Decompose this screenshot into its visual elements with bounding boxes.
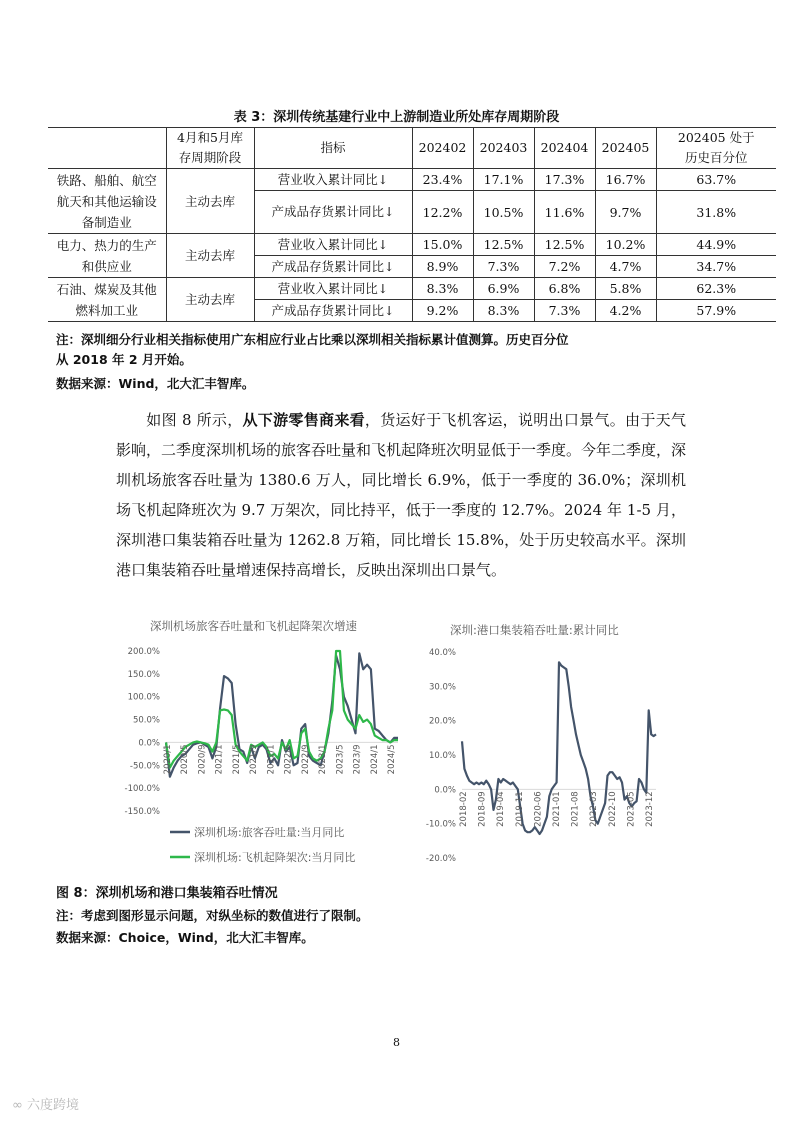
x-tick-label: 2024/1 [369, 744, 380, 775]
indicator-cell: 产成品存货累计同比↓ [254, 300, 412, 322]
table-title: 表 3：深圳传统基建行业中上游制造业所处库存周期阶段 [233, 110, 560, 125]
x-tick-label: 2022/9 [300, 744, 311, 775]
y-tick-label: -10.0% [425, 819, 456, 830]
header-indicator: 指标 [254, 128, 412, 169]
x-tick-label: 2022-10 [607, 791, 618, 827]
header-stage: 4月和5月库 存周期阶段 [166, 128, 254, 169]
y-tick-label: 0.0% [434, 785, 456, 796]
value-cell: 16.7% [595, 169, 656, 191]
x-tick-label: 2020/5 [180, 744, 191, 775]
value-cell: 7.3% [534, 300, 595, 322]
y-tick-label: 30.0% [428, 682, 456, 693]
chart2-title: 深圳:港口集装箱吞吐量:累计同比 [450, 623, 619, 637]
value-cell: 9.7% [595, 191, 656, 234]
industry-cell: 铁路、船舶、航空 航天和其他运输设 备制造业 [48, 169, 166, 234]
x-tick-label: 2020/9 [197, 744, 208, 775]
x-tick-label: 2023/9 [352, 744, 363, 775]
x-tick-label: 2021/9 [249, 744, 260, 775]
y-tick-label: 150.0% [127, 669, 160, 680]
value-cell: 10.2% [595, 234, 656, 256]
y-tick-label: 10.0% [428, 751, 456, 761]
figure-note: 注：考虑到图形显示问题，对纵坐标的数值进行了限制。 [56, 908, 369, 923]
table-row [48, 278, 776, 300]
industry-cell: 石油、煤炭及其他 燃料加工业 [48, 278, 166, 322]
value-cell: 12.5% [473, 234, 534, 256]
x-tick-label: 2022/1 [266, 744, 277, 775]
y-tick-label: -20.0% [425, 854, 456, 864]
watermark-icon: ∞ [12, 1098, 23, 1113]
indicator-cell: 产成品存货累计同比↓ [254, 256, 412, 278]
x-tick-label: 2023/5 [335, 744, 346, 775]
x-tick-label: 2019-11 [514, 791, 525, 827]
header-percentile: 202405 处于 历史百分位 [656, 128, 776, 169]
table-source: 数据来源：Wind，北大汇丰智库。 [56, 376, 255, 391]
paragraph-emphasis: 从下游零售商来看 [242, 411, 365, 429]
chart2-port [410, 640, 670, 870]
value-cell: 7.2% [534, 256, 595, 278]
header-industry [48, 128, 166, 169]
value-cell: 23.4% [412, 169, 473, 191]
x-tick-label: 2021/5 [231, 744, 242, 775]
x-tick-label: 2023/1 [318, 744, 329, 775]
value-cell: 8.3% [412, 278, 473, 300]
percentile-cell: 63.7% [656, 169, 776, 191]
value-cell: 6.8% [534, 278, 595, 300]
value-cell: 5.8% [595, 278, 656, 300]
value-cell: 15.0% [412, 234, 473, 256]
indicator-cell: 产成品存货累计同比↓ [254, 191, 412, 234]
value-cell: 11.6% [534, 191, 595, 234]
percentile-cell: 62.3% [656, 278, 776, 300]
figure-source: 数据来源：Choice，Wind，北大汇丰智库。 [56, 930, 314, 945]
watermark-text: 六度跨境 [26, 1098, 79, 1113]
header-202402: 202402 [412, 128, 473, 169]
x-tick-label: 2018-02 [459, 791, 469, 827]
table-note-line2: 从 2018 年 2 月开始。 [56, 352, 192, 367]
x-tick-label: 2022-03 [589, 791, 600, 827]
paragraph-body: ，货运好于飞机客运，说明出口景气。由于天气影响，二季度深圳机场的旅客吞吐量和飞机起降班次明显低于一季度。今年二季度，深圳机场旅客吞吐量为 1380.6 万人，同比增长 6.9%，低于一季度的 36.0%；深圳机场飞机起降班次为 9.7 万架次，同比持平，低于一季度的 12.7%。2024 年 1-5 月，深圳港口集装箱吞吐量为 1262.8 万箱，同比增长 15.8%，处于历史较高水平。深圳港口集装箱吞吐量增速保持高增长，反映出深圳出口景气。 [116, 411, 687, 579]
x-tick-label: 2020/1 [163, 744, 173, 775]
paragraph-lead: 如图 8 所示， [146, 411, 243, 429]
y-tick-label: 40.0% [428, 648, 456, 658]
value-cell: 7.3% [473, 256, 534, 278]
y-tick-label: 50.0% [132, 715, 160, 726]
table-note-line1: 注：深圳细分行业相关指标使用广东相应行业占比乘以深圳相关指标累计值测算。历史百分位 [56, 332, 569, 347]
x-tick-label: 2023-05 [626, 791, 637, 827]
x-tick-label: 2021-08 [570, 791, 581, 827]
figure-caption: 图 8：深圳机场和港口集装箱吞吐情况 [56, 886, 278, 901]
percentile-cell: 34.7% [656, 256, 776, 278]
x-tick-label: 2021-01 [552, 791, 562, 827]
x-tick-label: 2024/5 [387, 744, 397, 775]
y-tick-label: 0.0% [138, 738, 160, 749]
table-header-row [48, 128, 776, 169]
value-cell: 6.9% [473, 278, 534, 300]
value-cell: 8.3% [473, 300, 534, 322]
x-tick-label: 2022/5 [283, 744, 294, 775]
value-cell: 4.7% [595, 256, 656, 278]
header-202405: 202405 [595, 128, 656, 169]
value-cell: 12.2% [412, 191, 473, 234]
industry-cell: 电力、热力的生产 和供应业 [48, 234, 166, 278]
percentile-cell: 44.9% [656, 234, 776, 256]
y-tick-label: -50.0% [129, 761, 160, 772]
percentile-cell: 31.8% [656, 191, 776, 234]
percentile-cell: 57.9% [656, 300, 776, 322]
value-cell: 17.1% [473, 169, 534, 191]
page-number: 8 [393, 1036, 400, 1049]
watermark-logo [12, 1094, 79, 1113]
chart1-airport [100, 640, 410, 880]
y-tick-label: -150.0% [124, 807, 160, 817]
indicator-cell: 营业收入累计同比↓ [254, 234, 412, 256]
y-tick-label: -100.0% [124, 784, 160, 795]
value-cell: 17.3% [534, 169, 595, 191]
value-cell: 4.2% [595, 300, 656, 322]
value-cell: 9.2% [412, 300, 473, 322]
legend-label-flights: 深圳机场:飞机起降架次:当月同比 [194, 851, 356, 864]
legend-label-passenger: 深圳机场:旅客吞吐量:当月同比 [194, 826, 345, 839]
indicator-cell: 营业收入累计同比↓ [254, 169, 412, 191]
value-cell: 10.5% [473, 191, 534, 234]
header-202404: 202404 [534, 128, 595, 169]
x-tick-label: 2023-12 [645, 791, 655, 827]
y-tick-label: 200.0% [127, 647, 160, 657]
x-tick-label: 2018-09 [477, 791, 488, 827]
stage-cell: 主动去库 [166, 169, 254, 234]
table-row [48, 169, 776, 191]
inventory-cycle-table [48, 127, 776, 322]
indicator-cell: 营业收入累计同比↓ [254, 278, 412, 300]
body-paragraph [116, 405, 686, 585]
value-cell: 12.5% [534, 234, 595, 256]
stage-cell: 主动去库 [166, 278, 254, 322]
x-tick-label: 2021/1 [214, 744, 225, 775]
y-tick-label: 20.0% [428, 716, 456, 727]
table-row [48, 234, 776, 256]
x-tick-label: 2019-04 [496, 791, 507, 827]
header-202403: 202403 [473, 128, 534, 169]
value-cell: 8.9% [412, 256, 473, 278]
y-tick-label: 100.0% [127, 692, 160, 703]
chart1-title: 深圳机场旅客吞吐量和飞机起降架次增速 [150, 619, 357, 633]
x-tick-label: 2020-06 [533, 791, 544, 827]
stage-cell: 主动去库 [166, 234, 254, 278]
